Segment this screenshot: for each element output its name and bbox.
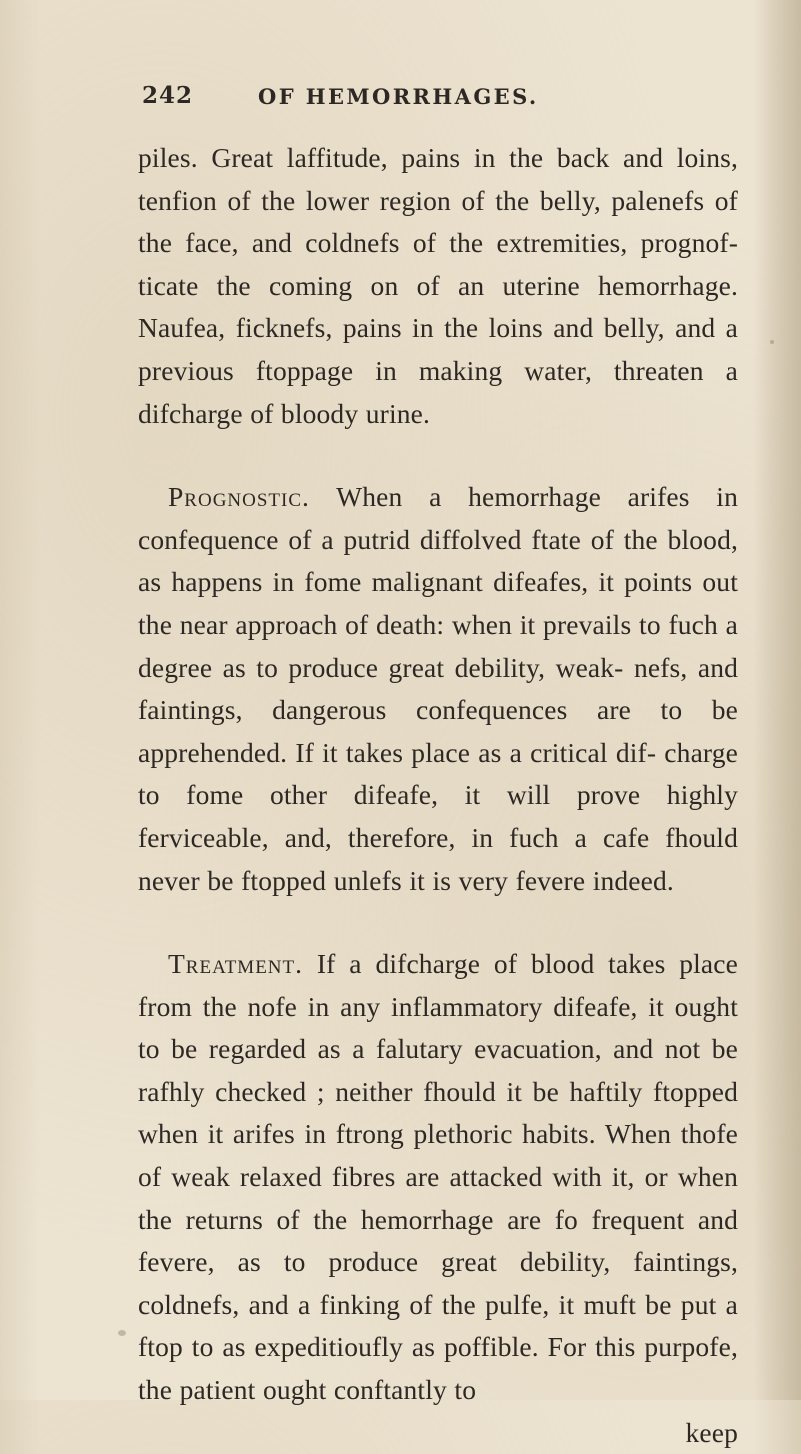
catchword-line: [138, 1412, 738, 1454]
paragraph-treatment: [138, 943, 738, 1412]
page-header: [142, 82, 742, 122]
paragraph-prognostic: [138, 476, 738, 902]
paragraph-text: When a hemorrhage arifes in confequence of a putrid diffolved ftate of the blood, as happens in fome malignant difeafes, it points out the near approach of death: when it prevails to fuch a degree as to produce great debility, weak- nefs, and faintings, dangerous confequences are to be apprehended. If it takes place as a critical dif- charge to fome other difeafe, it will prove highly ferviceable, and, therefore, in fuch a cafe fhould never be ftopped unlefs it is very fevere indeed.: [138, 481, 738, 896]
body-text: [138, 137, 738, 1454]
page-edge-shadow: [753, 0, 801, 1400]
running-head: OF HEMORRHAGES.: [258, 84, 539, 109]
paragraph-symptoms: [138, 137, 738, 435]
paragraph-text: piles. Great laffitude, pains in the back and loins, tenfion of the lower region of the belly, palenefs of the face, and coldnefs of the extremities, prognof- ticate the coming on of an uterine hemorrhage. Naufea, ficknefs, pains in the loins and belly, and a previous ftoppage in making water, threaten a difcharge of bloody urine.: [138, 142, 738, 429]
catchword: keep: [685, 1416, 738, 1448]
paper-speck: [770, 340, 774, 344]
section-heading-prognostic: Prognostic.: [168, 481, 310, 513]
section-heading-treatment: Treatment.: [168, 948, 304, 980]
paragraph-text: If a difcharge of blood takes place from the nofe in any inflammatory difeafe, it ought to be regarded as a falutary evacuation, and not be rafhly checked ; neither fhould it be haftily ftopped when it arifes in ftrong plethoric habits. When thofe of weak relaxed fibres are attacked with it, or when the returns of the hemorrhage are fo frequent and fevere, as to produce great debility, faintings, coldnefs, and a finking of the pulfe, it muft be put a ftop to as expeditioufly as poffible. For this purpofe, the patient ought conftantly to: [138, 948, 738, 1406]
paper-speck: [118, 1330, 126, 1336]
page-number: 242: [142, 82, 194, 109]
